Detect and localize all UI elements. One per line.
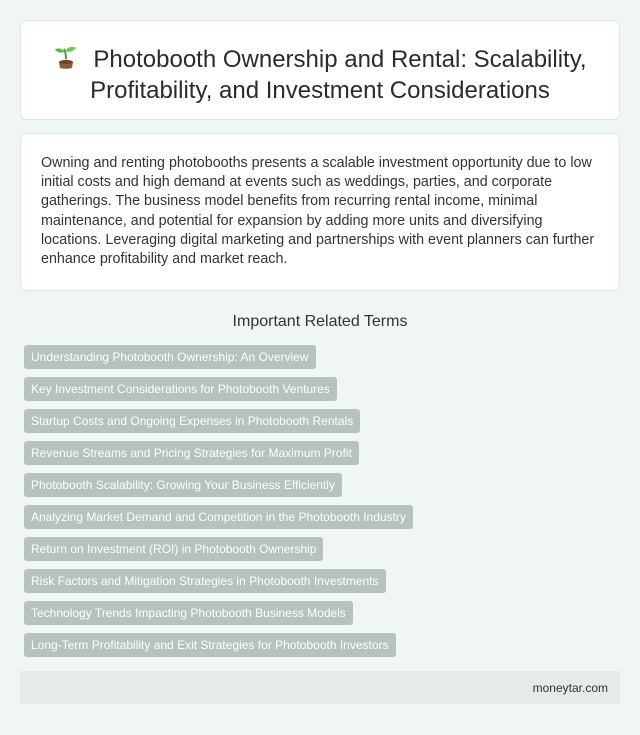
- term-tag[interactable]: Photobooth Scalability: Growing Your Business Efficiently: [24, 473, 342, 497]
- sprout-icon: [53, 44, 79, 70]
- term-tag[interactable]: Key Investment Considerations for Photobooth Ventures: [24, 377, 337, 401]
- term-tag[interactable]: Risk Factors and Mitigation Strategies in Photobooth Investments: [24, 569, 386, 593]
- term-tag[interactable]: Understanding Photobooth Ownership: An Overview: [24, 345, 316, 369]
- related-terms-heading: Important Related Terms: [232, 313, 408, 330]
- description-card: [20, 133, 620, 291]
- term-tag[interactable]: Analyzing Market Demand and Competition in the Photobooth Industry: [24, 505, 413, 529]
- title-card: [20, 20, 620, 120]
- related-terms-list: [24, 345, 624, 665]
- footer-site-link[interactable]: moneytar.com: [532, 681, 608, 695]
- term-tag[interactable]: Startup Costs and Ongoing Expenses in Photobooth Rentals: [24, 409, 360, 433]
- term-tag[interactable]: Return on Investment (ROI) in Photobooth Ownership: [24, 537, 323, 561]
- term-tag[interactable]: Long-Term Profitability and Exit Strategies for Photobooth Investors: [24, 633, 396, 657]
- footer: [20, 671, 620, 704]
- term-tag[interactable]: Revenue Streams and Pricing Strategies for Maximum Profit: [24, 441, 359, 465]
- term-tag[interactable]: Technology Trends Impacting Photobooth Business Models: [24, 601, 353, 625]
- page-title-text: Photobooth Ownership and Rental: Scalability, Profitability, and Investment Considerations: [90, 46, 587, 104]
- page-title: [21, 44, 619, 106]
- description-text: Owning and renting photobooths presents a scalable investment opportunity due to low initial costs and high demand at events such as weddings, parties, and corporate gatherings. The business model benefits from recurring rental income, minimal maintenance, and potential for expansion by adding more units and diversifying locations. Leveraging digital marketing and partnerships with event planners can further enhance profitability and market reach.: [41, 155, 595, 268]
